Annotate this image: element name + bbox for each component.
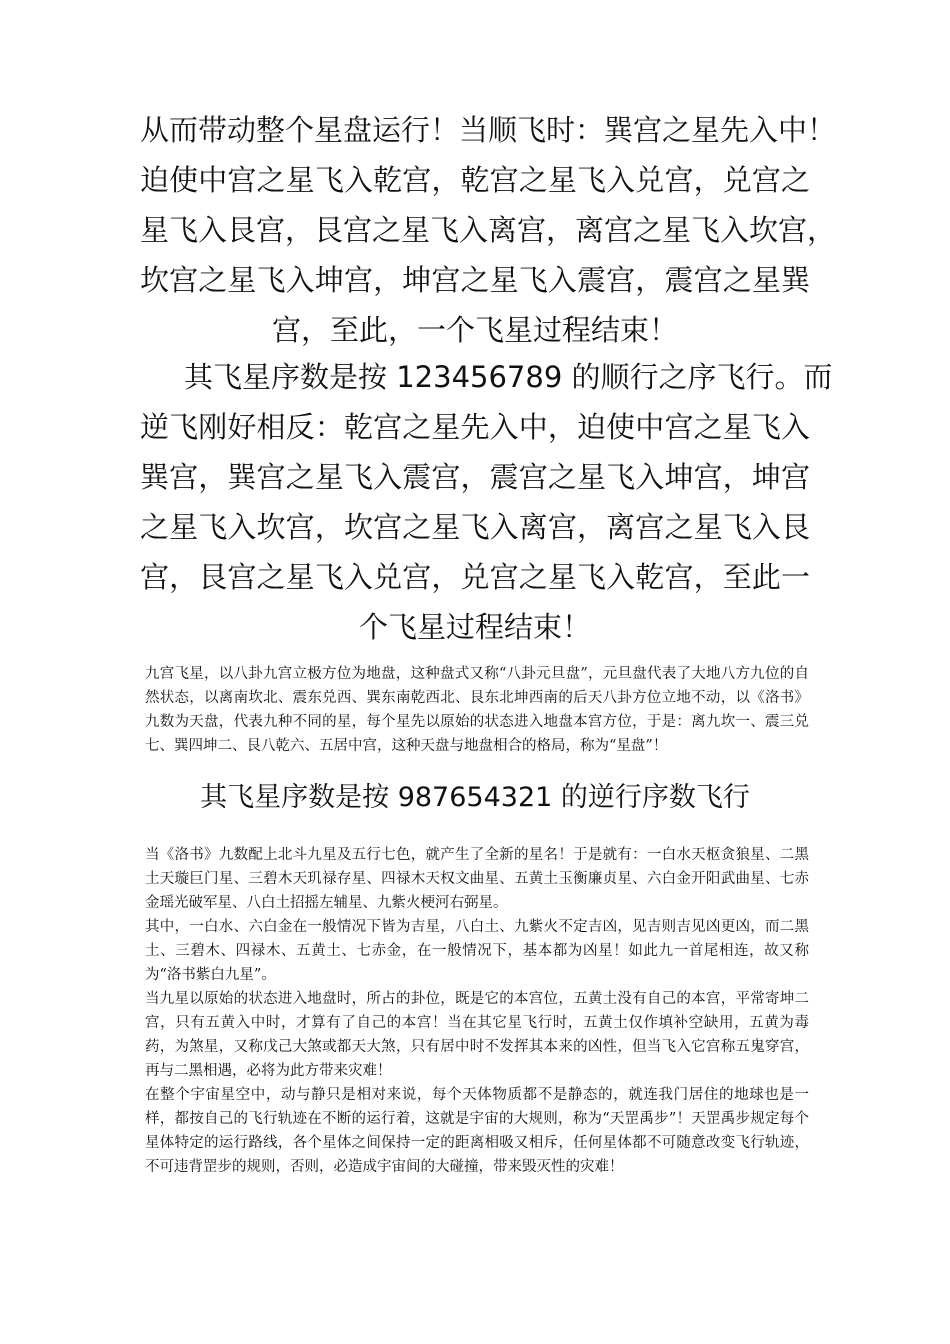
paragraph-star-names: 当《洛书》九数配上北斗九星及五行七色，就产生了全新的星名！于是就有：一白水天枢贪狼星、二黑土天璇巨门星、三碧木天玑禄存星、四禄木天权文曲星、五黄土玉衡廉贞星、六白金开阳武曲星、七赤金瑶光破军星、八白土招摇左辅星、九紫火梗河右弼星。 xyxy=(145,847,809,911)
text-line: 宫，艮宫之星飞入兑宫，兑宫之星飞入乾宫，至此一 xyxy=(140,560,810,594)
text-line: 坎宫之星飞入坤宫，坤宫之星飞入震宫，震宫之星巽 xyxy=(140,263,810,297)
reverse-order-heading: 其飞星序数是按 987654321 的逆行序数飞行 xyxy=(200,782,750,813)
paragraph-lucky-unlucky-stars: 其中，一白水、六白金在一般情况下皆为吉星，八白土、九紫火不定吉凶，见吉则吉见凶更凶，而二黑土、三碧木、四禄木、五黄土、七赤金，在一般情况下，基本都为凶星！如此九一首尾相连，故又称为“洛书紫白九星”。 xyxy=(145,919,809,983)
paragraph-tiangang-yubu: 在整个宇宙星空中，动与静只是相对来说，每个天体物质都不是静态的，就连我门居住的地球也是一样，都按自己的飞行轨迹在不断的运行着，这就是宇宙的大规则，称为“天罡禹步”！天罡禹步规定每个星体特定的运行路线，各个星体之间保持一定的距离相吸又相斥，任何星体都不可随意改变飞行轨迹，不可违背罡步的规则，否则，必造成宇宙间的大碰撞，带来毁灭性的灾难！ xyxy=(145,1087,809,1175)
text-line: 宫，至此，一个飞星过程结束！ xyxy=(271,313,678,347)
text-line: 个飞星过程结束！ xyxy=(358,610,591,644)
text-line: 之星飞入坎宫，坎宫之星飞入离宫，离宫之星飞入艮 xyxy=(140,510,810,544)
large-text-block-1 xyxy=(140,105,837,355)
text-line: 迫使中宫之星飞入乾宫，乾宫之星飞入兑宫，兑宫之 xyxy=(140,163,810,197)
paragraph-five-yellow-earth: 当九星以原始的状态进入地盘时，所占的卦位，既是它的本宫位，五黄土没有自己的本宫，平常寄坤二宫，只有五黄入中时，才算有了自己的本宫！当在其它星飞行时，五黄土仅作填补空缺用，五黄为毒药，为煞星，又称戊己大煞或都天大煞，只有居中时不发挥其本来的凶性，但当飞入它宫称五鬼穿宫，再与二黑相遇，必将为此方带来灾难！ xyxy=(145,991,809,1079)
text-line: 逆飞刚好相反：乾宫之星先入中，迫使中宫之星飞入 xyxy=(140,410,810,444)
paragraph-nine-palace-flying-stars: 九宫飞星，以八卦九宫立极方位为地盘，这种盘式又称“八卦元旦盘”，元旦盘代表了大地八方九位的自然状态，以离南坎北、震东兑西、巽东南乾西北、艮东北坤西南的后天八卦方位立地不动，以《洛书》九数为天盘，代表九种不同的星，每个星先以原始的状态进入地盘本宫方位，于是：离九坎一、震三兑七、巽四坤二、艮八乾六、五居中宫，这种天盘与地盘相合的格局，称为“星盘”！ xyxy=(145,666,809,754)
text-line: 星飞入艮宫，艮宫之星飞入离宫，离宫之星飞入坎宫， xyxy=(140,213,837,247)
text-line: 其飞星序数是按 123456789 的顺行之序飞行。而 xyxy=(184,360,833,394)
large-text-block-2 xyxy=(140,352,833,652)
text-line: 巽宫，巽宫之星飞入震宫，震宫之星飞入坤宫，坤宫 xyxy=(140,460,810,494)
text-line: 从而带动整个星盘运行！当顺飞时：巽宫之星先入中！ xyxy=(140,113,837,147)
